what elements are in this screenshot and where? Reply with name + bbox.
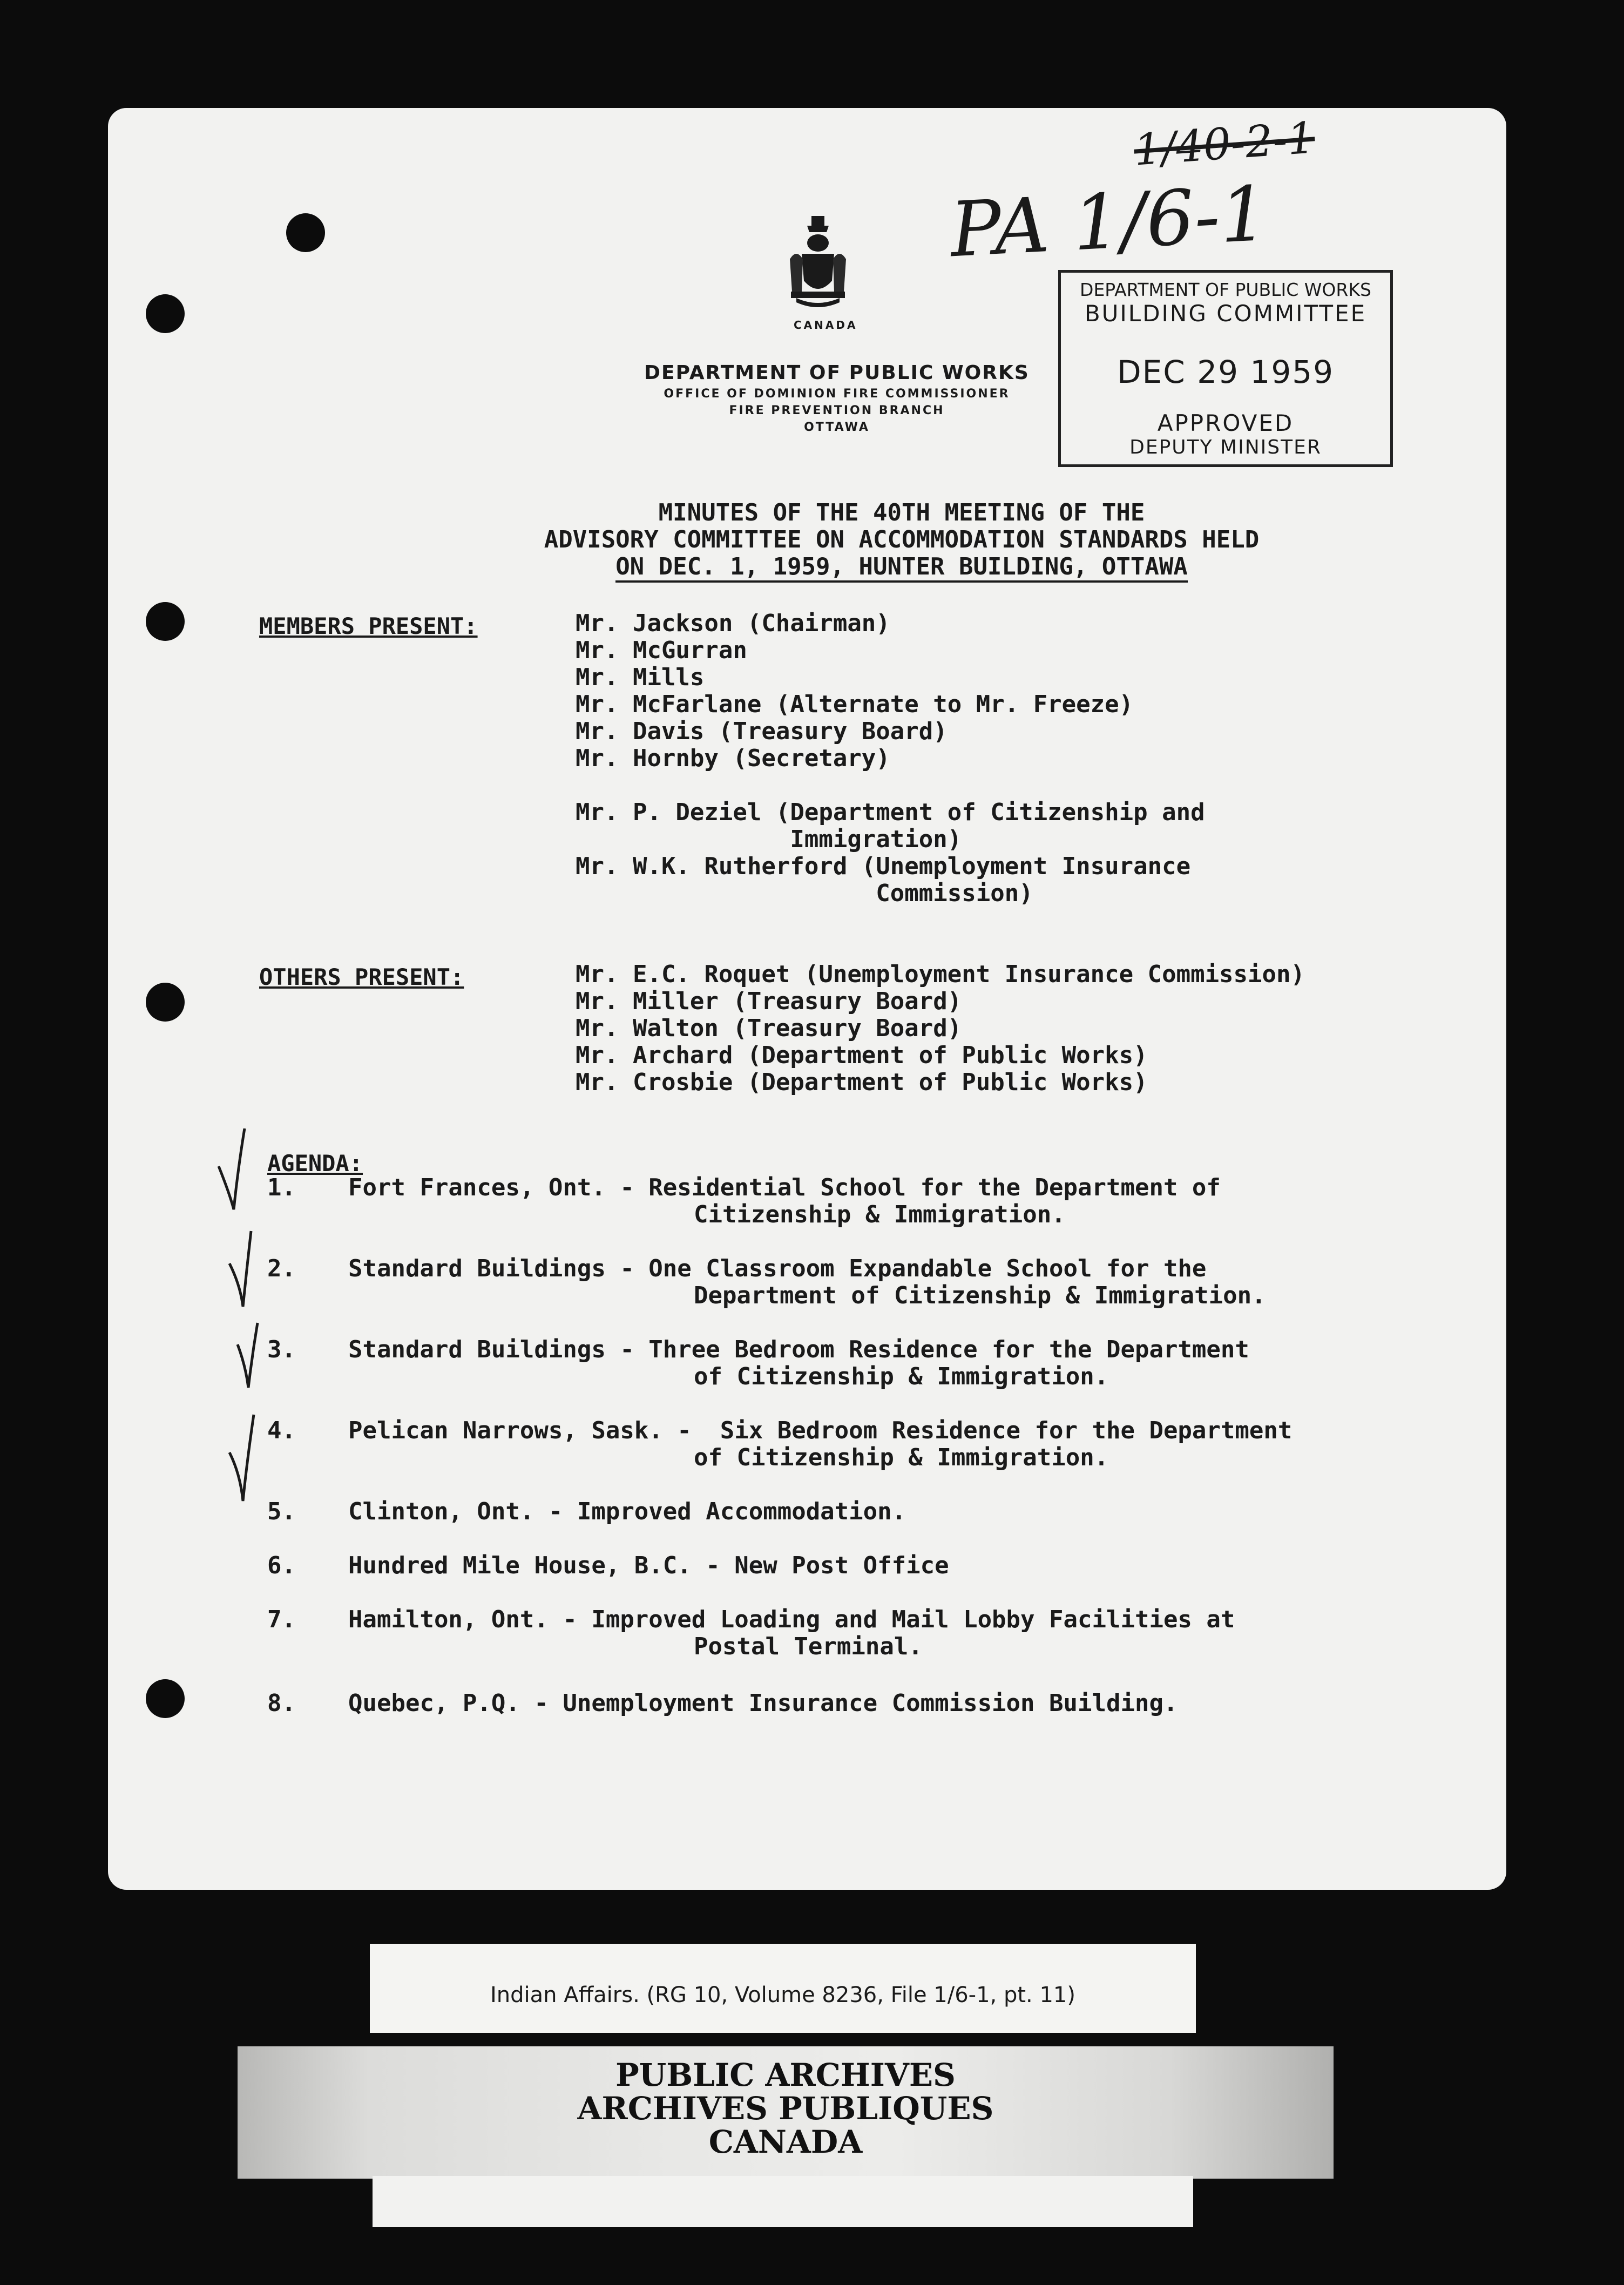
approval-stamp	[1058, 270, 1393, 467]
agenda-item-text: Hundred Mile House, B.C. - New Post Office	[348, 1552, 949, 1579]
department-name: DEPARTMENT OF PUBLIC WORKS	[644, 362, 1030, 384]
archive-citation-card	[370, 1944, 1196, 2033]
member-entry: Mr. Jackson (Chairman)	[576, 610, 890, 637]
agenda-item-number: 3.	[267, 1336, 296, 1363]
punch-hole	[146, 1679, 185, 1718]
others-present-label: OTHERS PRESENT:	[259, 964, 464, 990]
agenda-item-continuation: Postal Terminal.	[694, 1633, 923, 1660]
branch-name: FIRE PREVENTION BRANCH	[729, 404, 945, 417]
agenda-item-number: 1.	[267, 1174, 296, 1201]
canada-coat-of-arms-icon	[786, 216, 850, 308]
city-name: OTTAWA	[804, 421, 870, 434]
member-entry: Mr. Davis (Treasury Board)	[576, 718, 948, 745]
agenda-item-text: Pelican Narrows, Sask. - Six Bedroom Residence for the Department	[348, 1417, 1293, 1444]
member-entry: Mr. Mills	[576, 664, 705, 691]
agenda-item-text: Clinton, Ont. - Improved Accommodation.	[348, 1498, 906, 1525]
archive-citation: Indian Affairs. (RG 10, Volume 8236, File 1/6-1, pt. 11)	[490, 1983, 1075, 2007]
agenda-item-number: 6.	[267, 1552, 296, 1579]
archive-label-en: PUBLIC ARCHIVES	[615, 2057, 956, 2093]
stamp-committee: BUILDING COMMITTEE	[1084, 300, 1367, 327]
agenda-item-number: 4.	[267, 1417, 296, 1444]
member-entry-extra: Mr. P. Deziel (Department of Citizenship and	[576, 799, 1205, 826]
stamp-deputy-minister: DEPUTY MINISTER	[1129, 436, 1322, 458]
stamp-date: DEC 29 1959	[1116, 354, 1335, 390]
punch-hole	[286, 213, 325, 252]
member-entry: Mr. McFarlane (Alternate to Mr. Freeze)	[576, 691, 1134, 718]
agenda-item-text: Quebec, P.Q. - Unemployment Insurance Commission Building.	[348, 1689, 1178, 1717]
stamp-approved: APPROVED	[1157, 410, 1294, 436]
document-page	[108, 108, 1506, 1890]
other-entry: Mr. E.C. Roquet (Unemployment Insurance Commission)	[576, 961, 1305, 988]
agenda-item-text: Fort Frances, Ont. - Residential School for the Department of	[348, 1174, 1221, 1201]
handwritten-file-number: PA 1/6-1	[948, 170, 1270, 275]
agenda-item-text: Hamilton, Ont. - Improved Loading and Mail Lobby Facilities at	[348, 1606, 1235, 1633]
minutes-title	[389, 499, 1415, 583]
other-entry: Mr. Miller (Treasury Board)	[576, 988, 962, 1015]
other-entry: Mr. Crosbie (Department of Public Works)	[576, 1069, 1148, 1096]
member-entry-extra: Commission)	[576, 880, 1033, 907]
agenda-item-continuation: of Citizenship & Immigration.	[694, 1363, 1109, 1390]
office-name: OFFICE OF DOMINION FIRE COMMISSIONER	[664, 387, 1010, 401]
agenda-item-continuation: of Citizenship & Immigration.	[694, 1444, 1109, 1471]
archive-label-country: CANADA	[708, 2124, 863, 2160]
archive-label-tab	[373, 2176, 1193, 2227]
punch-hole	[146, 602, 185, 641]
title-line-2: ADVISORY COMMITTEE ON ACCOMMODATION STANDARDS HELD	[544, 526, 1260, 553]
department-header	[594, 362, 1080, 434]
other-entry: Mr. Walton (Treasury Board)	[576, 1015, 962, 1042]
member-entry: Mr. McGurran	[576, 637, 747, 664]
handwritten-file-number-struck: 1/40-2-1	[1132, 112, 1317, 175]
member-entry: Mr. Hornby (Secretary)	[576, 745, 890, 772]
agenda-item-number: 2.	[267, 1255, 296, 1282]
agenda-item-number: 7.	[267, 1606, 296, 1633]
agenda-item-continuation: Citizenship & Immigration.	[694, 1201, 1066, 1228]
stamp-department: DEPARTMENT OF PUBLIC WORKS	[1080, 279, 1371, 300]
agenda-item-text: Standard Buildings - Three Bedroom Residence for the Department	[348, 1336, 1249, 1363]
punch-hole	[146, 983, 185, 1022]
member-entry-extra: Mr. W.K. Rutherford (Unemployment Insurance	[576, 853, 1191, 880]
other-entry: Mr. Archard (Department of Public Works)	[576, 1042, 1148, 1069]
agenda-item-number: 8.	[267, 1689, 296, 1717]
archive-label-fr: ARCHIVES PUBLIQUES	[577, 2090, 994, 2127]
archive-label	[238, 2058, 1334, 2159]
member-entry-extra: Immigration)	[576, 826, 962, 853]
archive-label-strip	[238, 2046, 1334, 2179]
agenda-item-number: 5.	[267, 1498, 296, 1525]
members-present-label: MEMBERS PRESENT:	[259, 613, 478, 639]
canada-label: CANADA	[794, 319, 858, 332]
punch-hole	[146, 294, 185, 333]
title-line-3: ON DEC. 1, 1959, HUNTER BUILDING, OTTAWA	[615, 553, 1188, 583]
agenda-item-text: Standard Buildings - One Classroom Expandable School for the	[348, 1255, 1207, 1282]
agenda-item-continuation: Department of Citizenship & Immigration.	[694, 1282, 1266, 1309]
agenda-label: AGENDA:	[267, 1150, 363, 1177]
title-line-1: MINUTES OF THE 40TH MEETING OF THE	[658, 499, 1145, 526]
